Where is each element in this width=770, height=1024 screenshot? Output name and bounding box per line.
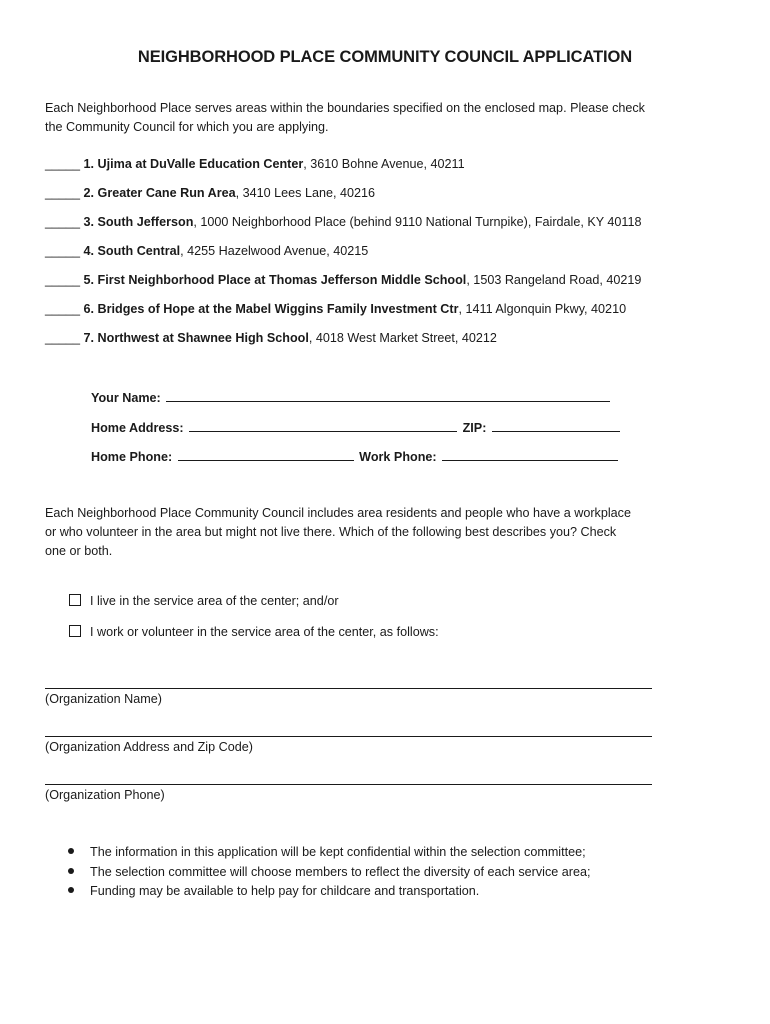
center-name: 1. Ujima at DuValle Education Center xyxy=(83,157,304,171)
center-name: 7. Northwest at Shawnee High School xyxy=(83,331,309,345)
list-item xyxy=(68,884,590,904)
center-option-4[interactable] xyxy=(45,244,368,258)
phone-row xyxy=(91,448,620,464)
organization-phone-field[interactable] xyxy=(45,784,652,785)
center-option-3[interactable] xyxy=(45,215,642,229)
checkmark-blank: _____ xyxy=(45,273,81,287)
zip-field[interactable] xyxy=(492,419,620,432)
organization-address-field[interactable] xyxy=(45,736,652,737)
option-label: I live in the service area of the center; and/or xyxy=(90,594,339,608)
home-address-row xyxy=(91,419,622,435)
checkmark-blank: _____ xyxy=(45,186,81,200)
notes-list xyxy=(68,845,590,904)
checkmark-blank: _____ xyxy=(45,244,81,258)
checkbox[interactable] xyxy=(69,594,81,606)
organization-phone-label: (Organization Phone) xyxy=(45,788,165,802)
center-name: 5. First Neighborhood Place at Thomas Jefferson Middle School xyxy=(83,273,467,287)
bullet-icon xyxy=(68,868,74,874)
center-address: , 3610 Bohne Avenue, 40211 xyxy=(303,157,465,171)
center-address: , 4255 Hazelwood Avenue, 40215 xyxy=(180,244,369,258)
work-phone-field[interactable] xyxy=(442,448,618,461)
center-option-6[interactable] xyxy=(45,302,626,316)
your-name-field[interactable] xyxy=(166,389,610,402)
center-address: , 1411 Algonquin Pkwy, 40210 xyxy=(458,302,627,316)
center-name: 2. Greater Cane Run Area xyxy=(83,186,236,200)
checkmark-blank: _____ xyxy=(45,157,81,171)
your-name-label: Your Name: xyxy=(91,391,161,405)
option-live[interactable] xyxy=(69,594,339,608)
checkmark-blank: _____ xyxy=(45,215,81,229)
list-item xyxy=(68,865,590,885)
organization-address-label: (Organization Address and Zip Code) xyxy=(45,740,253,754)
bullet-text: Funding may be available to help pay for childcare and transportation. xyxy=(90,884,480,898)
home-address-label: Home Address: xyxy=(91,421,184,435)
center-option-7[interactable] xyxy=(45,331,497,345)
page-title: NEIGHBORHOOD PLACE COMMUNITY COUNCIL APPLICATION xyxy=(137,48,633,66)
checkbox[interactable] xyxy=(69,625,81,637)
option-work[interactable] xyxy=(69,625,439,639)
bullet-text: The selection committee will choose members to reflect the diversity of each service area; xyxy=(90,864,591,879)
organization-name-label: (Organization Name) xyxy=(45,692,162,706)
bullet-icon xyxy=(68,887,74,893)
home-phone-field[interactable] xyxy=(178,448,354,461)
checkmark-blank: _____ xyxy=(45,331,81,345)
home-address-field[interactable] xyxy=(189,419,457,432)
your-name-row xyxy=(91,389,612,405)
center-address: , 3410 Lees Lane, 40216 xyxy=(235,186,376,200)
bullet-icon xyxy=(68,848,74,854)
intro-paragraph: Each Neighborhood Place serves areas within the boundaries specified on the enclosed map. Please check the Community Council for which you are applying. xyxy=(45,101,645,134)
center-address: , 4018 West Market Street, 40212 xyxy=(308,331,497,345)
work-phone-label: Work Phone: xyxy=(359,450,437,464)
option-label: I work or volunteer in the service area of the center, as follows: xyxy=(90,625,439,639)
home-phone-label: Home Phone: xyxy=(91,450,173,464)
checkmark-blank: _____ xyxy=(45,302,81,316)
zip-label: ZIP: xyxy=(462,421,487,435)
organization-name-field[interactable] xyxy=(45,688,652,689)
bullet-text: The information in this application will be kept confidential within the selection committee; xyxy=(90,845,586,859)
center-address: , 1000 Neighborhood Place (behind 9110 National Turnpike), Fairdale, KY 40118 xyxy=(193,215,642,229)
center-name: 4. South Central xyxy=(83,244,181,258)
center-option-1[interactable] xyxy=(45,157,465,171)
center-option-5[interactable] xyxy=(45,273,641,287)
center-option-2[interactable] xyxy=(45,186,375,200)
center-address: , 1503 Rangeland Road, 40219 xyxy=(466,273,642,287)
membership-paragraph: Each Neighborhood Place Community Council includes area residents and people who have a workplace or who volunteer in the area but might not live there. Which of the following best describes you? Check one or both. xyxy=(45,506,631,558)
list-item xyxy=(68,845,590,865)
center-name: 6. Bridges of Hope at the Mabel Wiggins Family Investment Ctr xyxy=(83,302,459,316)
center-name: 3. South Jefferson xyxy=(83,215,194,229)
